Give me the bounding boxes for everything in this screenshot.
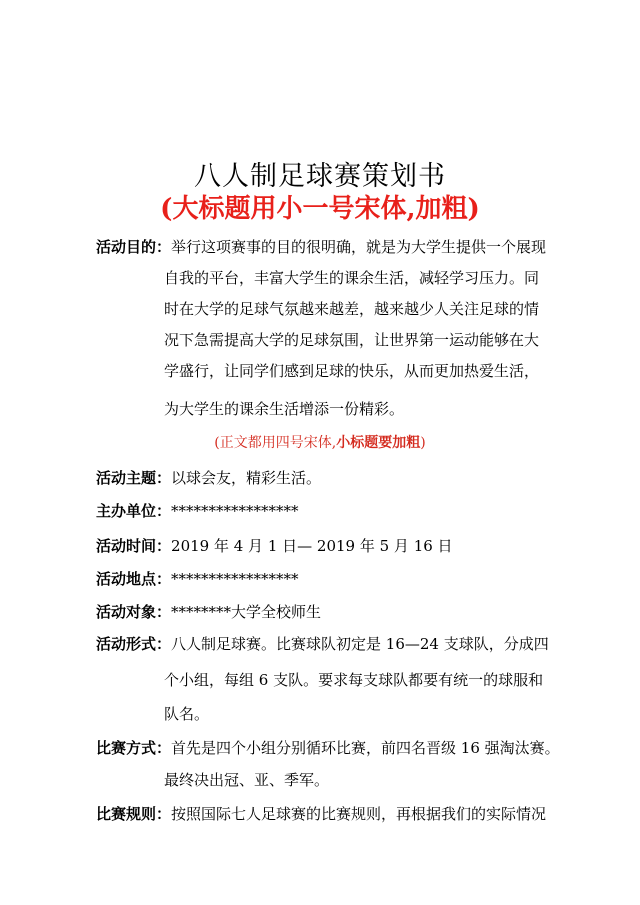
time-label: 活动时间 — [96, 537, 157, 555]
format-sep: ： — [156, 635, 172, 653]
rules-row — [96, 799, 556, 830]
time-value: 2019 年 4 月 1 日— 2019 年 5 月 16 日 — [171, 537, 453, 555]
time-row — [96, 531, 556, 562]
document-title: 八人制足球赛策划书 — [194, 161, 446, 192]
place-row — [96, 564, 556, 595]
theme-label: 活动主题 — [96, 469, 157, 487]
method-line-1: 首先是四个小组分别循环比赛，前四名晋级 16 强淘汰赛。 — [171, 739, 560, 757]
document-subtitle-note: (大标题用小一号宋体,加粗) — [160, 194, 480, 224]
audience-label: 活动对象 — [96, 603, 157, 621]
format-line-1: 八人制足球赛。比赛球队初定是 16—24 支球队，分成四 — [171, 635, 549, 653]
organizer-sep: ： — [156, 502, 172, 520]
rules-sep: ： — [156, 805, 172, 823]
place-value: ***************** — [171, 570, 299, 588]
purpose-line-3: 时在大学的足球气氛越来越差，越来越少人关注足球的情 — [164, 300, 540, 318]
audience-value: ********大学全校师生 — [171, 603, 322, 621]
time-sep: ： — [156, 537, 172, 555]
purpose-line-4: 况下急需提高大学的足球氛围，让世界第一运动能够在大 — [164, 331, 540, 349]
format-line-2: 个小组，每组 6 支队。要求每支球队都要有统一的球服和 — [164, 671, 544, 689]
purpose-sep: ： — [156, 238, 172, 256]
format-label: 活动形式 — [96, 635, 157, 653]
place-sep: ： — [156, 570, 172, 588]
method-sep: ： — [156, 739, 172, 757]
note-end: ) — [420, 435, 426, 451]
purpose-label: 活动目的 — [96, 238, 157, 256]
format-line-3: 队名。 — [164, 705, 210, 723]
theme-sep: ： — [156, 469, 172, 487]
purpose-line-2: 自我的平台，丰富大学生的课余生活，减轻学习压力。同 — [164, 269, 540, 287]
purpose-line-1: 举行这项赛事的目的很明确，就是为大学生提供一个展现 — [171, 238, 547, 256]
organizer-label: 主办单位 — [96, 502, 157, 520]
method-line-2: 最终决出冠、亚、季军。 — [164, 771, 330, 789]
purpose-line-6: 为大学生的课余生活增添一份精彩。 — [164, 400, 405, 418]
audience-row — [96, 597, 556, 628]
place-label: 活动地点 — [96, 570, 157, 588]
theme-value: 以球会友，精彩生活。 — [171, 469, 322, 487]
purpose-section — [96, 232, 556, 263]
format-row — [96, 629, 556, 660]
formatting-note — [0, 429, 640, 457]
method-label: 比赛方式 — [96, 739, 157, 757]
purpose-line-5: 学盛行，让同学们感到足球的快乐，从而更加热爱生活， — [164, 362, 540, 380]
rules-line-1: 按照国际七人足球赛的比赛规则，再根据我们的实际情况 — [171, 805, 547, 823]
organizer-row — [96, 496, 556, 527]
theme-row — [96, 463, 556, 494]
rules-label: 比赛规则 — [96, 805, 157, 823]
method-row — [96, 733, 560, 764]
note-bold: 小标题要加粗 — [336, 435, 421, 451]
note-normal: (正文都用四号宋体, — [214, 435, 337, 451]
audience-sep: ： — [156, 603, 172, 621]
organizer-value: ***************** — [171, 502, 299, 520]
